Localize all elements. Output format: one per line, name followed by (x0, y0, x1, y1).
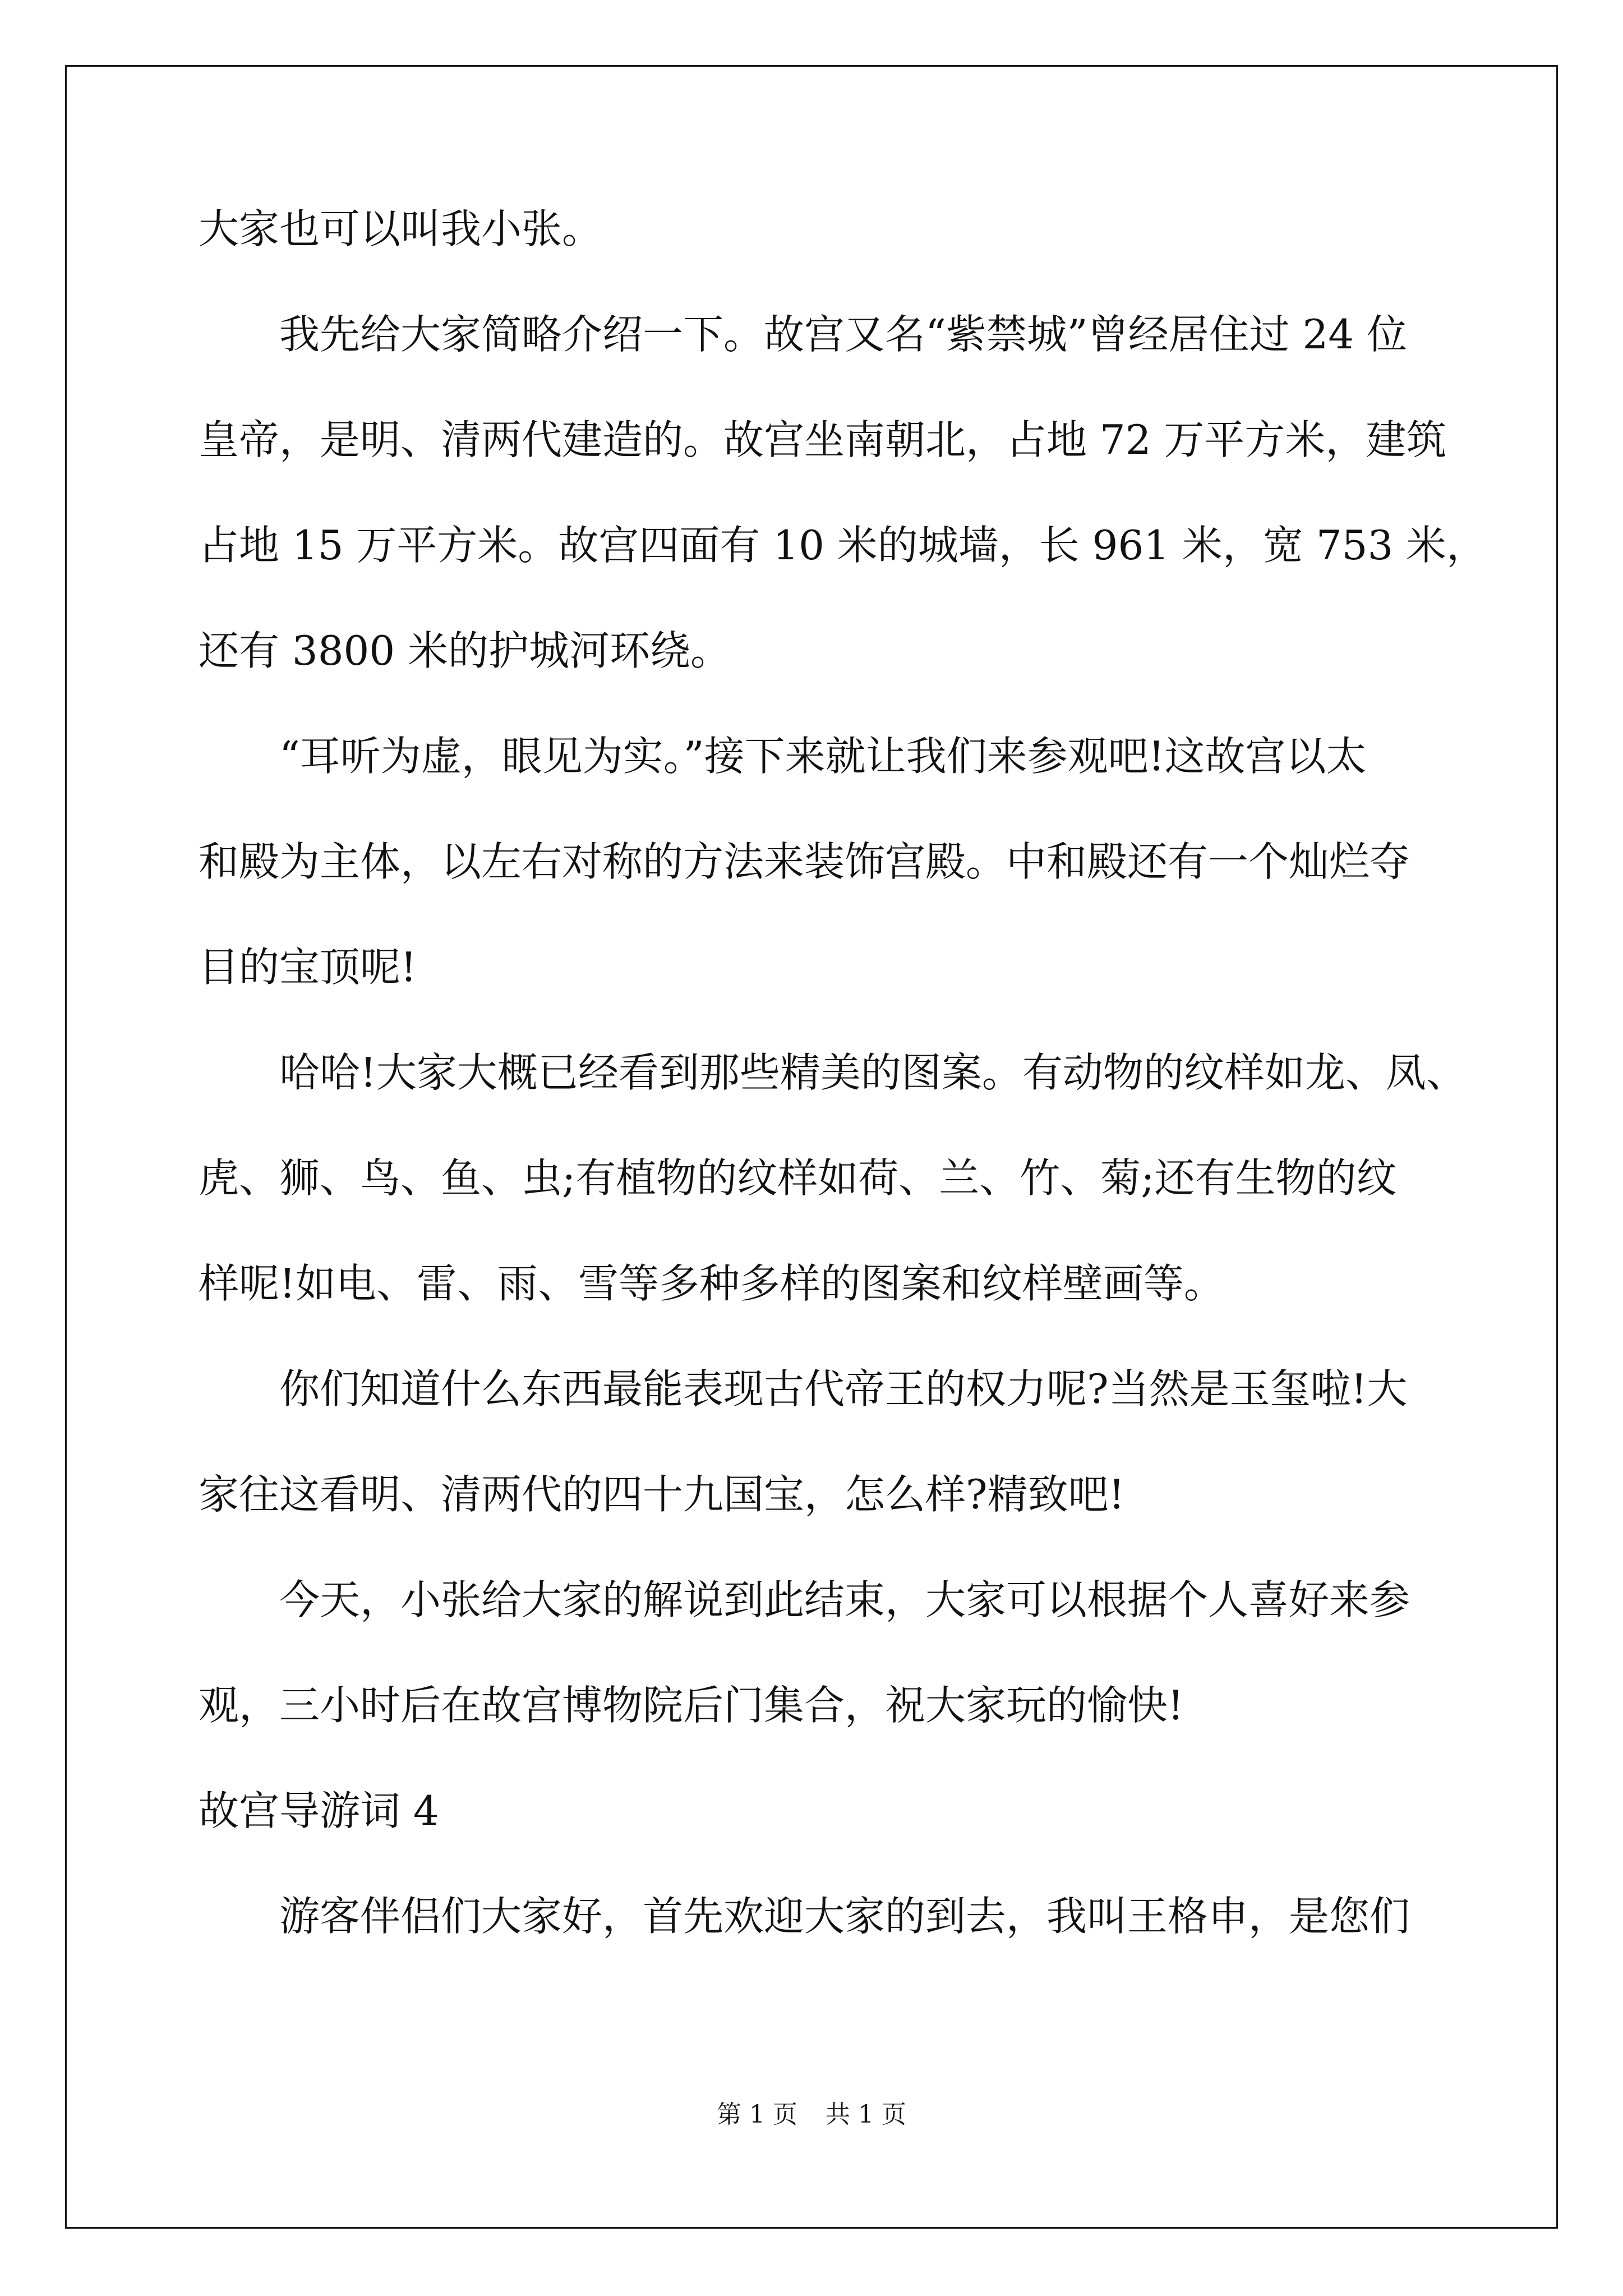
page-footer (0, 2098, 1623, 2132)
text-line: 占地 15 万平方米。故宫四面有 10 米的城墙，长 961 米，宽 753 米， (199, 522, 1487, 569)
text-line: “耳听为虚，眼见为实。”接下来就让我们来参观吧!这故宫以太 (199, 733, 1367, 780)
section-heading: 故宫导游词 4 (199, 1787, 439, 1834)
text-line: 我先给大家简略介绍一下。故宫又名“紫禁城”曾经居住过 24 位 (199, 311, 1408, 358)
text-line: 游客伴侣们大家好，首先欢迎大家的到去，我叫王格申，是您们 (199, 1893, 1410, 1940)
page-total: 共 1 页 (826, 2100, 906, 2129)
text-line: 目的宝顶呢! (199, 944, 417, 991)
text-line: 还有 3800 米的护城河环绕。 (199, 627, 731, 674)
text-line: 今天，小张给大家的解说到此结束，大家可以根据个人喜好来参 (199, 1576, 1410, 1623)
text-line: 皇帝，是明、清两代建造的。故宫坐南朝北，占地 72 万平方米，建筑 (199, 416, 1447, 463)
text-line: 家往这看明、清两代的四十九国宝，怎么样?精致吧! (199, 1471, 1125, 1518)
text-line: 大家也可以叫我小张。 (199, 205, 603, 252)
text-line: 和殿为主体，以左右对称的方法来装饰宫殿。中和殿还有一个灿烂夺 (199, 838, 1410, 885)
text-line: 样呢!如电、雷、雨、雪等多种多样的图案和纹样壁画等。 (199, 1260, 1224, 1307)
text-line: 观，三小时后在故宫博物院后门集合，祝大家玩的愉快! (199, 1682, 1184, 1729)
text-line: 你们知道什么东西最能表现古代帝王的权力呢?当然是玉玺啦!大 (199, 1365, 1408, 1412)
text-line: 虎、狮、鸟、鱼、虫;有植物的纹样如荷、兰、竹、菊;还有生物的纹 (199, 1154, 1397, 1202)
page-number: 第 1 页 (717, 2100, 797, 2129)
text-line: 哈哈!大家大概已经看到那些精美的图案。有动物的纹样如龙、凤、 (199, 1049, 1467, 1096)
